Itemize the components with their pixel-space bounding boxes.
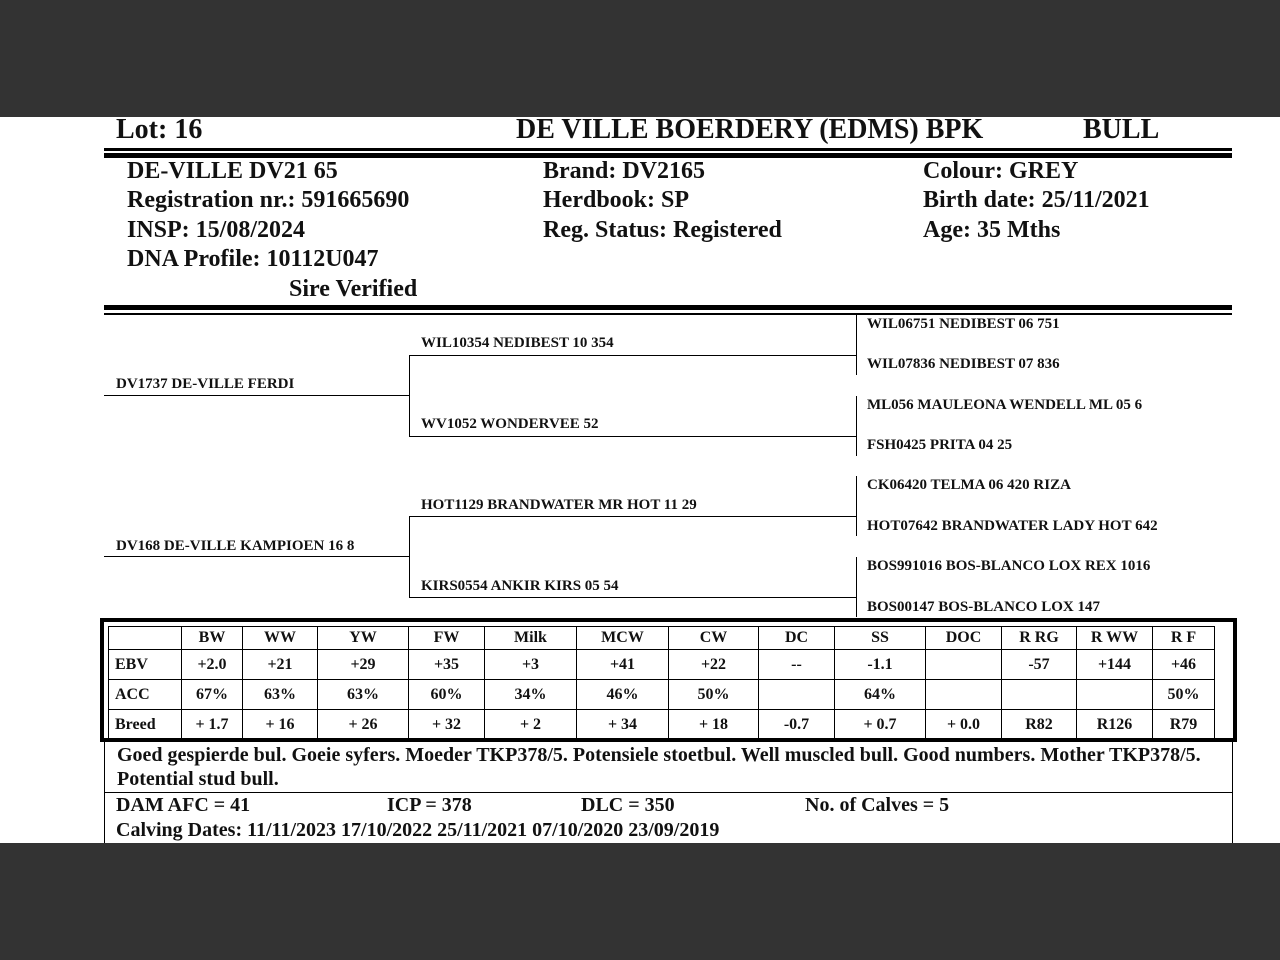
- ebv-header-cell: BW: [182, 627, 243, 650]
- ebv-header-cell: SS: [835, 627, 926, 650]
- ebv-row-breed: [109, 710, 1215, 740]
- ebv-cell: + 1.7: [182, 710, 243, 740]
- info-rule-thick: [104, 305, 1232, 310]
- ebv-cell: -1.1: [835, 650, 926, 680]
- ebv-cell: + 34: [577, 710, 669, 740]
- ebv-header-cell: FW: [409, 627, 485, 650]
- ebv-cell: -0.7: [759, 710, 835, 740]
- gg-bracket-1: [856, 315, 857, 375]
- ebv-cell: R79: [1153, 710, 1215, 740]
- icp: ICP = 378: [387, 794, 472, 816]
- ebv-cell: 63%: [318, 680, 409, 710]
- ebv-row-label: Breed: [109, 710, 182, 740]
- ebv-cell: + 2: [485, 710, 577, 740]
- sire-sire-line: [409, 355, 856, 356]
- sire-verified: Sire Verified: [289, 276, 418, 302]
- ebv-cell: [1077, 680, 1153, 710]
- ebv-cell: 46%: [577, 680, 669, 710]
- ebv-cell: +41: [577, 650, 669, 680]
- age: Age: 35 Mths: [923, 217, 1061, 243]
- pedigree-dam-sire: HOT1129 BRANDWATER MR HOT 11 29: [421, 497, 697, 513]
- sex-label: BULL: [1083, 114, 1160, 145]
- brand: Brand: DV2165: [543, 158, 706, 184]
- pedigree-sire: DV1737 DE-VILLE FERDI: [116, 376, 295, 392]
- ebv-cell: R82: [1002, 710, 1077, 740]
- registration-number: Registration nr.: 591665690: [127, 187, 410, 213]
- ebv-cell: + 16: [243, 710, 318, 740]
- pedigree-dam: DV168 DE-VILLE KAMPIOEN 16 8: [116, 538, 355, 554]
- ebv-cell: [926, 650, 1002, 680]
- birth-date: Birth date: 25/11/2021: [923, 187, 1150, 213]
- comment-box: [104, 742, 1233, 793]
- ebv-row-label: ACC: [109, 680, 182, 710]
- ebv-cell: --: [759, 650, 835, 680]
- ebv-header-cell: DOC: [926, 627, 1002, 650]
- ebv-header-cell: R RG: [1002, 627, 1077, 650]
- dna-profile: DNA Profile: 10112U047: [127, 246, 379, 272]
- ebv-cell: [926, 680, 1002, 710]
- pedigree-ggp-5: CK06420 TELMA 06 420 RIZA: [867, 477, 1071, 493]
- ebv-cell: + 26: [318, 710, 409, 740]
- ebv-header-cell: MCW: [577, 627, 669, 650]
- pedigree-ggp-2: WIL07836 NEDIBEST 07 836: [867, 356, 1060, 372]
- herdbook: Herdbook: SP: [543, 187, 690, 213]
- ebv-cell: +35: [409, 650, 485, 680]
- pedigree-ggp-7: BOS991016 BOS-BLANCO LOX REX 1016: [867, 558, 1151, 574]
- number-of-calves: No. of Calves = 5: [805, 794, 950, 816]
- ebv-header-cell: R F: [1153, 627, 1215, 650]
- ebv-table-frame: [100, 618, 1237, 742]
- dam-line: [104, 556, 409, 557]
- ebv-cell: +22: [669, 650, 759, 680]
- lot-number: Lot: 16: [116, 114, 203, 145]
- ebv-cell: -57: [1002, 650, 1077, 680]
- ebv-cell: [1002, 680, 1077, 710]
- pedigree-sire-sire: WIL10354 NEDIBEST 10 354: [421, 335, 614, 351]
- animal-name: DE-VILLE DV21 65: [127, 158, 338, 184]
- ebv-cell: +3: [485, 650, 577, 680]
- ebv-cell: [759, 680, 835, 710]
- ebv-cell: 60%: [409, 680, 485, 710]
- ebv-cell: 67%: [182, 680, 243, 710]
- reg-status: Reg. Status: Registered: [543, 217, 782, 243]
- header-rule-thin: [104, 148, 1232, 151]
- sire-line: [104, 395, 409, 396]
- ebv-row-label: EBV: [109, 650, 182, 680]
- dam-bracket: [409, 516, 410, 598]
- bottom-dark-band: [0, 843, 1280, 960]
- dam-info-box: [104, 792, 1233, 844]
- inspection-date: INSP: 15/08/2024: [127, 217, 306, 243]
- dam-dam-line: [409, 597, 856, 598]
- ebv-cell: 50%: [1153, 680, 1215, 710]
- ebv-cell: +144: [1077, 650, 1153, 680]
- dam-sire-line: [409, 516, 856, 517]
- top-dark-band: [0, 0, 1280, 117]
- ebv-cell: 64%: [835, 680, 926, 710]
- ebv-cell: R126: [1077, 710, 1153, 740]
- pedigree-ggp-6: HOT07642 BRANDWATER LADY HOT 642: [867, 518, 1158, 534]
- breeder-name: DE VILLE BOERDERY (EDMS) BPK: [516, 114, 984, 145]
- dam-afc: DAM AFC = 41: [116, 794, 251, 816]
- sire-bracket: [409, 355, 410, 437]
- ebv-cell: +2.0: [182, 650, 243, 680]
- sire-dam-line: [409, 436, 856, 437]
- ebv-cell: + 18: [669, 710, 759, 740]
- gg-bracket-4: [856, 557, 857, 617]
- pedigree-ggp-8: BOS00147 BOS-BLANCO LOX 147: [867, 599, 1100, 615]
- calving-dates: Calving Dates: 11/11/2023 17/10/2022 25/11/2021 07/10/2020 23/09/2019: [116, 819, 720, 841]
- ebv-row-ebv: [109, 650, 1215, 680]
- dlc: DLC = 350: [581, 794, 675, 816]
- ebv-cell: +21: [243, 650, 318, 680]
- gg-bracket-3: [856, 476, 857, 536]
- ebv-table: [108, 626, 1215, 740]
- pedigree-ggp-1: WIL06751 NEDIBEST 06 751: [867, 316, 1060, 332]
- pedigree-ggp-4: FSH0425 PRITA 04 25: [867, 437, 1013, 453]
- ebv-cell: 63%: [243, 680, 318, 710]
- info-rule-thin: [104, 313, 1232, 315]
- pedigree-dam-dam: KIRS0554 ANKIR KIRS 05 54: [421, 578, 619, 594]
- pedigree-ggp-3: ML056 MAULEONA WENDELL ML 05 6: [867, 397, 1143, 413]
- ebv-header-cell: [109, 627, 182, 650]
- ebv-cell: + 32: [409, 710, 485, 740]
- ebv-cell: +46: [1153, 650, 1215, 680]
- ebv-cell: +29: [318, 650, 409, 680]
- ebv-header-cell: WW: [243, 627, 318, 650]
- ebv-header-cell: Milk: [485, 627, 577, 650]
- ebv-header-cell: CW: [669, 627, 759, 650]
- ebv-cell: + 0.7: [835, 710, 926, 740]
- ebv-cell: 34%: [485, 680, 577, 710]
- ebv-cell: 50%: [669, 680, 759, 710]
- ebv-cell: + 0.0: [926, 710, 1002, 740]
- colour: Colour: GREY: [923, 158, 1079, 184]
- pedigree-sire-dam: WV1052 WONDERVEE 52: [421, 416, 599, 432]
- comment-text: Goed gespierde bul. Goeie syfers. Moeder TKP378/5. Potensiele stoetbul. Well muscled bull. Good numbers. Mother TKP378/5. Potential stud bull.: [117, 744, 1201, 790]
- gg-bracket-2: [856, 396, 857, 456]
- ebv-header-cell: YW: [318, 627, 409, 650]
- ebv-header-cell: R WW: [1077, 627, 1153, 650]
- ebv-row-acc: [109, 680, 1215, 710]
- ebv-header-row: [109, 627, 1215, 650]
- ebv-header-cell: DC: [759, 627, 835, 650]
